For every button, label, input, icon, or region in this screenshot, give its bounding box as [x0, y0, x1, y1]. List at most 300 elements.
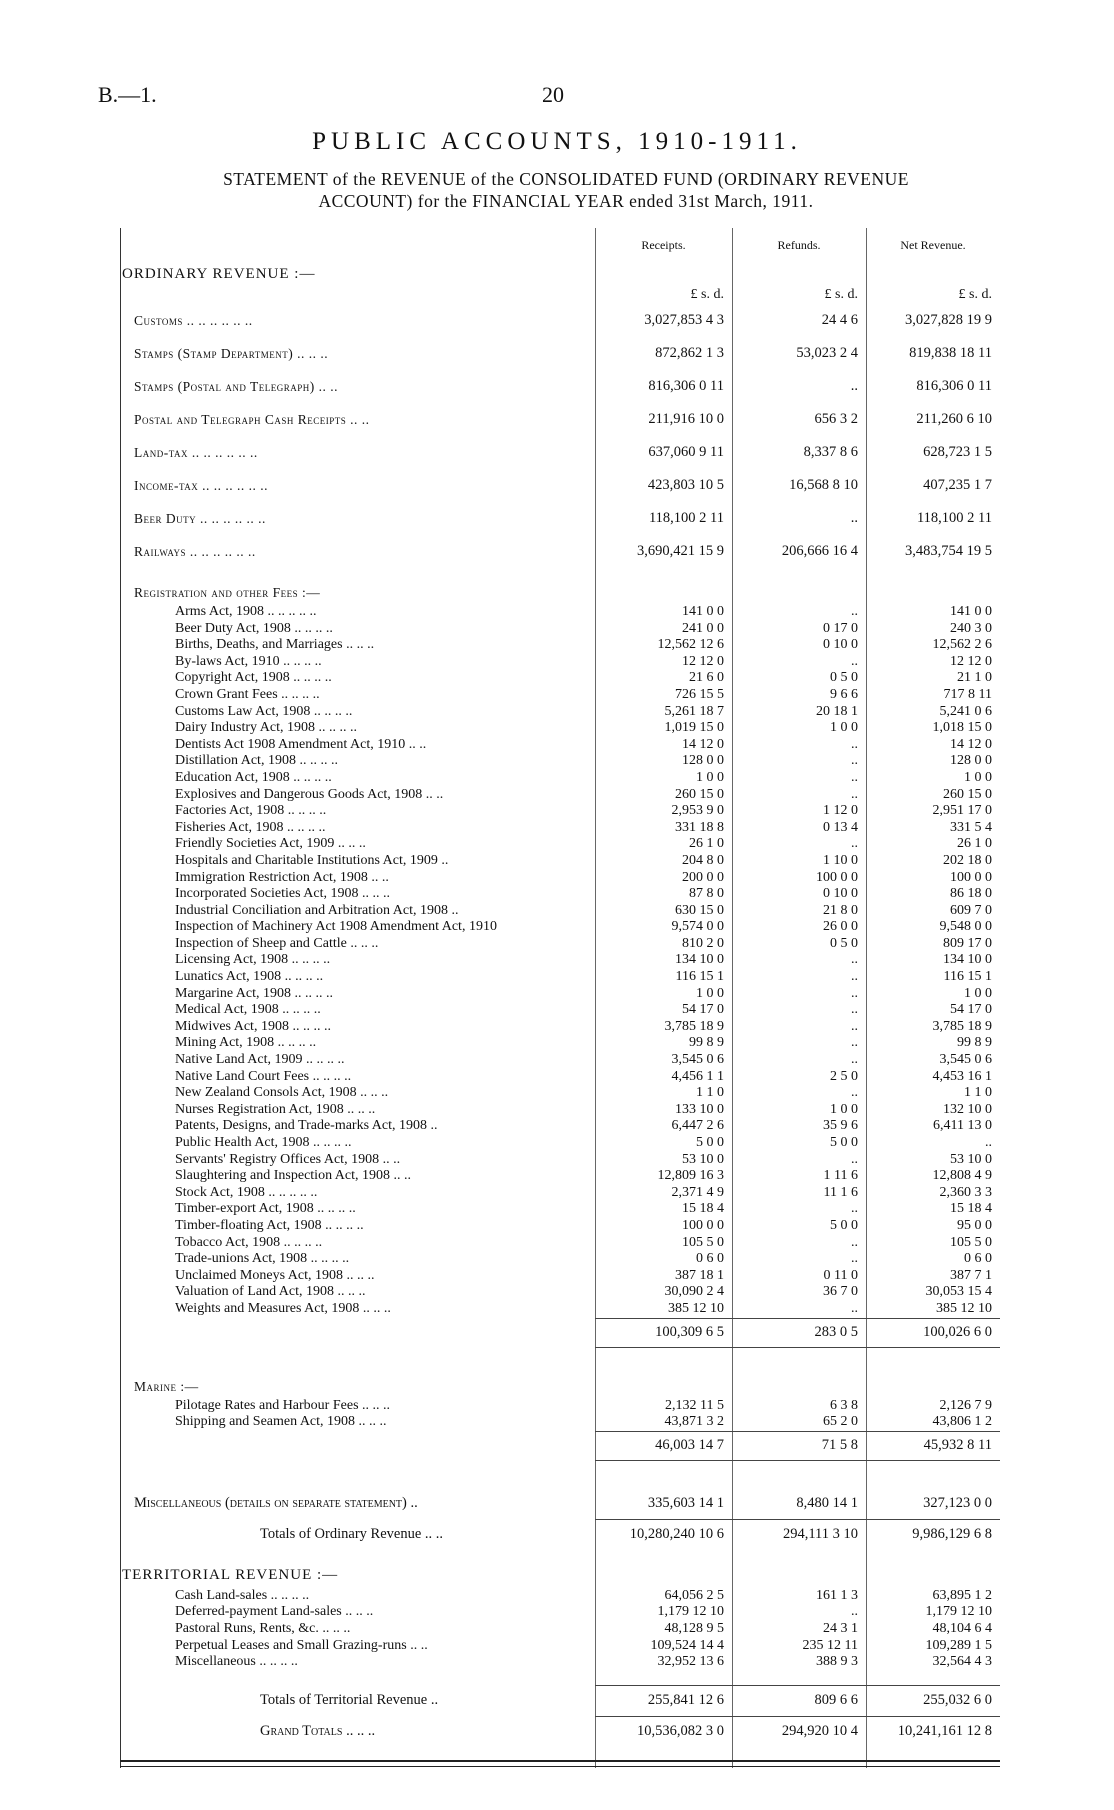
refunds-value: 35 9 6: [823, 1118, 858, 1134]
receipts-value: 99 8 9: [689, 1035, 724, 1051]
receipts-value: 6,447 2 6: [671, 1118, 724, 1134]
fee-row: [120, 604, 1000, 621]
net-revenue-value: 48,104 6 4: [932, 1620, 992, 1636]
receipts-value: 32,952 13 6: [657, 1654, 724, 1670]
subtitle-line-2: ACCOUNT) for the FINANCIAL YEAR ended 31st March, 1911.: [318, 191, 814, 211]
row-label: Pilotage Rates and Harbour Fees .. .. ..: [175, 1397, 391, 1413]
row-label: Miscellaneous .. .. .. ..: [175, 1654, 298, 1670]
net-revenue-value: 141 0 0: [950, 604, 992, 619]
receipts-value: 241 0 0: [682, 620, 724, 636]
receipts-units: £ s. d.: [690, 287, 724, 302]
net-revenue-value: 21 1 0: [957, 670, 992, 686]
refunds-value: ..: [851, 736, 858, 752]
receipts-value: 630 15 0: [675, 902, 724, 918]
net-revenue-value: 5,241 0 6: [939, 703, 992, 719]
ordinary-revenue-row: [120, 436, 1000, 469]
row-label: Grand Totals .. .. ..: [260, 1722, 376, 1739]
receipts-value: 12 12 0: [682, 653, 724, 669]
row-label: Medical Act, 1908 .. .. .. ..: [175, 1002, 321, 1018]
refunds-value: ..: [851, 653, 858, 669]
fee-row: [120, 1185, 1000, 1202]
row-label: Postal and Telegraph Cash Receipts .. ..: [134, 411, 370, 427]
net-revenue-value: 3,027,828 19 9: [905, 312, 992, 328]
row-label: Industrial Conciliation and Arbitration Act, 1908 ..: [175, 902, 459, 918]
receipts-value: 54 17 0: [682, 1002, 724, 1018]
receipts-value: 30,090 2 4: [664, 1284, 724, 1300]
spacer-row: [120, 1475, 1000, 1489]
receipts-header: Receipts.: [641, 237, 686, 252]
net-revenue-value: 816,306 0 11: [916, 378, 992, 394]
refunds-value: ..: [851, 1201, 858, 1217]
receipts-value: 255,841 12 6: [595, 1685, 732, 1716]
receipts-value: 26 1 0: [689, 836, 724, 852]
receipts-value: 141 0 0: [682, 604, 724, 619]
net-revenue-value: 2,951 17 0: [932, 803, 992, 819]
fee-row: [120, 704, 1000, 721]
row-label: Births, Deaths, and Marriages .. .. ..: [175, 637, 375, 653]
net-revenue-value: 211,260 6 10: [916, 411, 992, 427]
refunds-value: 8,480 14 1: [796, 1495, 858, 1512]
row-label: Servants' Registry Offices Act, 1908 .. ..: [175, 1151, 401, 1167]
fee-row: [120, 903, 1000, 920]
refunds-value: 0 10 0: [823, 886, 858, 902]
net-revenue-value: 609 7 0: [950, 902, 992, 918]
fee-row: [120, 820, 1000, 837]
net-revenue-value: 53 10 0: [950, 1151, 992, 1167]
spacer-row: [120, 1362, 1000, 1376]
refunds-value: 1 0 0: [830, 1101, 858, 1117]
receipts-value: 1,179 12 10: [657, 1604, 724, 1620]
refunds-value: 36 7 0: [823, 1284, 858, 1300]
ordinary-revenue-heading: ORDINARY REVENUE :—: [122, 265, 316, 282]
refunds-value: ..: [851, 969, 858, 985]
net-revenue-value: 32,564 4 3: [932, 1654, 992, 1670]
receipts-value: 2,132 11 5: [665, 1397, 724, 1413]
row-label: Explosives and Dangerous Goods Act, 1908 .. ..: [175, 786, 444, 802]
net-revenue-value: 9,548 0 0: [939, 919, 992, 935]
row-label: Marine :—: [134, 1378, 199, 1394]
net-revenue-value: 0 6 0: [964, 1251, 992, 1267]
refunds-value: 235 12 11: [802, 1637, 858, 1653]
net-revenue-value: 100,026 6 0: [866, 1318, 1000, 1347]
net-revenue-value: 9,986,129 6 8: [866, 1519, 1000, 1550]
row-label: New Zealand Consols Act, 1908 .. .. ..: [175, 1085, 389, 1101]
receipts-value: 53 10 0: [682, 1151, 724, 1167]
net-revenue-value: 12,562 2 6: [932, 637, 992, 653]
receipts-value: 3,785 18 9: [664, 1018, 724, 1034]
refunds-value: 65 2 0: [823, 1414, 858, 1430]
net-revenue-value: 327,123 0 0: [923, 1495, 992, 1512]
refunds-value: ..: [851, 769, 858, 785]
ordinary-revenue-row: [120, 337, 1000, 370]
refunds-value: 20 18 1: [816, 703, 858, 719]
refunds-value: ..: [851, 786, 858, 802]
net-revenue-value: 128 0 0: [950, 753, 992, 769]
row-label: Registration and other Fees :—: [134, 585, 321, 600]
spacer-row: [120, 568, 1000, 582]
fee-row: [120, 737, 1000, 754]
fee-row: [120, 853, 1000, 870]
row-label: Mining Act, 1908 .. .. .. ..: [175, 1035, 317, 1051]
net-revenue-value: 2,126 7 9: [939, 1397, 992, 1413]
row-label: Crown Grant Fees .. .. .. ..: [175, 686, 320, 702]
receipts-value: 15 18 4: [682, 1201, 724, 1217]
spacer-row: [120, 1550, 1000, 1564]
row-label: Stamps (Postal and Telegraph) .. ..: [134, 378, 338, 394]
net-revenue-value: 43,806 1 2: [932, 1414, 992, 1430]
net-revenue-value: 118,100 2 11: [916, 510, 992, 526]
fee-row: [120, 870, 1000, 887]
row-label: Factories Act, 1908 .. .. .. ..: [175, 803, 327, 819]
refunds-value: 0 17 0: [823, 620, 858, 636]
net-revenue-value: ..: [985, 1135, 992, 1150]
net-revenue-value: 387 7 1: [950, 1267, 992, 1283]
fee-row: [120, 1118, 1000, 1135]
receipts-value: 43,871 3 2: [664, 1414, 724, 1430]
fee-row: [120, 1035, 1000, 1052]
receipts-value: 46,003 14 7: [595, 1431, 732, 1460]
receipts-value: 204 8 0: [682, 852, 724, 868]
page-number: 20: [542, 82, 564, 107]
spacer-row: [120, 1460, 1000, 1475]
fee-row: [120, 770, 1000, 787]
refunds-value: 0 10 0: [823, 637, 858, 653]
refunds-value: 1 0 0: [830, 720, 858, 736]
grand-totals-row: [120, 1716, 1000, 1747]
receipts-value: 872,862 1 3: [655, 345, 724, 361]
territorial-row: [120, 1654, 1000, 1671]
net-revenue-value: 1 0 0: [964, 985, 992, 1001]
row-label: Native Land Court Fees .. .. .. ..: [175, 1068, 352, 1084]
row-label: Patents, Designs, and Trade-marks Act, 1908 ..: [175, 1118, 438, 1134]
refunds-value: 24 3 1: [823, 1620, 858, 1636]
fee-row: [120, 1069, 1000, 1086]
receipts-value: 1 0 0: [696, 985, 724, 1001]
net-revenue-value: 407,235 1 7: [923, 477, 992, 493]
row-label: Native Land Act, 1909 .. .. .. ..: [175, 1052, 345, 1068]
fee-row: [120, 986, 1000, 1003]
refunds-value: 206,666 16 4: [781, 543, 858, 559]
net-revenue-value: 12,808 4 9: [932, 1168, 992, 1184]
fee-row: [120, 952, 1000, 969]
receipts-value: 335,603 14 1: [647, 1495, 724, 1512]
row-label: Stock Act, 1908 .. .. .. .. ..: [175, 1184, 318, 1200]
marine-row: [120, 1414, 1000, 1431]
net-revenue-value: 260 15 0: [943, 786, 992, 802]
net-revenue-header: Net Revenue.: [900, 237, 966, 252]
bottom-rule: [120, 1760, 1000, 1762]
net-revenue-value: 105 5 0: [950, 1234, 992, 1250]
refunds-value: ..: [851, 1002, 858, 1018]
receipts-value: 118,100 2 11: [648, 510, 724, 526]
receipts-value: 12,809 16 3: [657, 1168, 724, 1184]
fee-row: [120, 1102, 1000, 1119]
fee-row: [120, 1052, 1000, 1069]
fee-row: [120, 969, 1000, 986]
net-revenue-value: 10,241,161 12 8: [866, 1716, 1000, 1747]
receipts-value: 810 2 0: [682, 935, 724, 951]
refunds-value: 0 11 0: [823, 1267, 858, 1283]
receipts-value: 14 12 0: [682, 736, 724, 752]
fee-row: [120, 1085, 1000, 1102]
refunds-value: 283 0 5: [732, 1318, 866, 1347]
receipts-value: 816,306 0 11: [648, 378, 724, 394]
receipts-value: 4,456 1 1: [671, 1068, 724, 1084]
row-label: Timber-export Act, 1908 .. .. .. ..: [175, 1201, 356, 1217]
fee-row: [120, 886, 1000, 903]
net-revenue-value: 255,032 6 0: [866, 1685, 1000, 1716]
refunds-value: 21 8 0: [823, 902, 858, 918]
fee-row: [120, 654, 1000, 671]
net-revenue-value: 15 18 4: [950, 1201, 992, 1217]
refunds-value: ..: [851, 604, 858, 619]
territorial-row: [120, 1621, 1000, 1638]
row-label: Totals of Territorial Revenue ..: [260, 1692, 439, 1709]
receipts-value: 134 10 0: [675, 952, 724, 968]
refunds-value: 16,568 8 10: [789, 477, 858, 493]
ordinary-revenue-row: [120, 370, 1000, 403]
net-revenue-value: 1,018 15 0: [932, 720, 992, 736]
net-revenue-value: 54 17 0: [950, 1002, 992, 1018]
refunds-value: 0 13 4: [823, 819, 858, 835]
row-label: Incorporated Societies Act, 1908 .. .. ..: [175, 886, 391, 902]
receipts-value: 100,309 6 5: [595, 1318, 732, 1347]
net-revenue-value: 331 5 4: [950, 819, 992, 835]
row-label: Friendly Societies Act, 1909 .. .. ..: [175, 836, 366, 852]
net-revenue-value: 86 18 0: [950, 886, 992, 902]
row-label: Education Act, 1908 .. .. .. ..: [175, 769, 332, 785]
receipts-value: 0 6 0: [696, 1251, 724, 1267]
refunds-value: 26 0 0: [823, 919, 858, 935]
units-row: [120, 286, 1000, 304]
refunds-value: 100 0 0: [816, 869, 858, 885]
row-label: Miscellaneous (details on separate statement) ..: [134, 1495, 418, 1512]
refunds-value: 1 12 0: [823, 803, 858, 819]
row-label: Nurses Registration Act, 1908 .. .. ..: [175, 1101, 376, 1117]
refunds-header: Refunds.: [777, 237, 821, 252]
refunds-value: ..: [851, 1234, 858, 1250]
row-label: Pastoral Runs, Rents, &c. .. .. ..: [175, 1620, 351, 1636]
row-label: Midwives Act, 1908 .. .. .. ..: [175, 1018, 331, 1034]
document-title: PUBLIC ACCOUNTS, 1910-1911.: [312, 128, 802, 155]
statement-grid: [120, 228, 1000, 1747]
row-label: Tobacco Act, 1908 .. .. .. ..: [175, 1234, 323, 1250]
fee-row: [120, 687, 1000, 704]
ordinary-revenue-row: [120, 535, 1000, 568]
receipts-value: 5 0 0: [696, 1135, 724, 1150]
row-label: Deferred-payment Land-sales .. .. ..: [175, 1604, 374, 1620]
refunds-value: ..: [851, 985, 858, 1001]
net-revenue-value: 1 0 0: [964, 769, 992, 785]
row-label: Inspection of Sheep and Cattle .. .. ..: [175, 935, 379, 951]
ordinary-totals-row: [120, 1519, 1000, 1550]
receipts-value: 10,536,082 3 0: [595, 1716, 732, 1747]
fee-row: [120, 803, 1000, 820]
fee-row: [120, 919, 1000, 936]
refunds-value: ..: [851, 1052, 858, 1068]
receipts-value: 3,545 0 6: [671, 1052, 724, 1068]
marine-heading-row: [120, 1376, 1000, 1398]
ordinary-revenue-row: [120, 502, 1000, 535]
marine-subtotal-row: [120, 1431, 1000, 1460]
refunds-value: 5 0 0: [830, 1217, 858, 1233]
net-revenue-value: 628,723 1 5: [923, 444, 992, 460]
row-label: Slaughtering and Inspection Act, 1908 .. ..: [175, 1168, 412, 1184]
territorial-row: [120, 1638, 1000, 1655]
revenue-statement-table: [120, 228, 1000, 1768]
refunds-value: ..: [851, 1300, 858, 1316]
net-revenue-value: 3,483,754 19 5: [905, 543, 992, 559]
refunds-value: 53,023 2 4: [796, 345, 858, 361]
receipts-value: 10,280,240 10 6: [595, 1519, 732, 1550]
miscellaneous-row: [120, 1489, 1000, 1520]
row-label: Land-tax .. .. .. .. .. ..: [134, 444, 258, 460]
net-revenue-value: 12 12 0: [950, 653, 992, 669]
statement-body: [120, 262, 1000, 1747]
net-revenue-value: 134 10 0: [943, 952, 992, 968]
fees-heading-row: [120, 582, 1000, 604]
row-label: Lunatics Act, 1908 .. .. .. ..: [175, 969, 324, 985]
marine-row: [120, 1398, 1000, 1415]
net-revenue-value: 2,360 3 3: [939, 1184, 992, 1200]
row-label: Immigration Restriction Act, 1908 .. ..: [175, 869, 389, 885]
net-revenue-value: 717 8 11: [943, 686, 992, 702]
net-revenue-value: 95 0 0: [957, 1217, 992, 1233]
refunds-value: 294,920 10 4: [732, 1716, 866, 1747]
net-units: £ s. d.: [958, 287, 992, 302]
net-revenue-value: 240 3 0: [950, 620, 992, 636]
refunds-value: 1 10 0: [823, 852, 858, 868]
refunds-value: 294,111 3 10: [732, 1519, 866, 1550]
row-label: Trade-unions Act, 1908 .. .. .. ..: [175, 1251, 350, 1267]
fee-row: [120, 1268, 1000, 1285]
net-revenue-value: 6,411 13 0: [933, 1118, 992, 1134]
receipts-value: 1,019 15 0: [664, 720, 724, 736]
fee-row: [120, 621, 1000, 638]
row-label: TERRITORIAL REVENUE :—: [122, 1567, 339, 1584]
fee-row: [120, 753, 1000, 770]
row-label: Inspection of Machinery Act 1908 Amendment Act, 1910: [175, 919, 497, 935]
refunds-value: 24 4 6: [821, 312, 858, 328]
net-revenue-value: 3,545 0 6: [939, 1052, 992, 1068]
net-revenue-value: 109,289 1 5: [925, 1637, 992, 1653]
receipts-value: 211,916 10 0: [648, 411, 724, 427]
net-revenue-value: 819,838 18 11: [909, 345, 992, 361]
spacer-row: [120, 1347, 1000, 1362]
row-label: Margarine Act, 1908 .. .. .. ..: [175, 985, 333, 1001]
refunds-value: 5 0 0: [830, 1135, 858, 1150]
refunds-value: 1 11 6: [823, 1168, 858, 1184]
receipts-value: 637,060 9 11: [648, 444, 724, 460]
ordinary-revenue-row: [120, 403, 1000, 436]
receipts-value: 200 0 0: [682, 869, 724, 885]
refunds-units: £ s. d.: [824, 287, 858, 302]
refunds-value: ..: [851, 1035, 858, 1051]
net-revenue-value: 26 1 0: [957, 836, 992, 852]
receipts-value: 2,371 4 9: [671, 1184, 724, 1200]
receipts-value: 64,056 2 5: [664, 1587, 724, 1603]
row-label: Dentists Act 1908 Amendment Act, 1910 .. ..: [175, 736, 427, 752]
fee-row: [120, 1002, 1000, 1019]
row-label: Hospitals and Charitable Institutions Act, 1909 ..: [175, 852, 449, 868]
receipts-value: 12,562 12 6: [657, 637, 724, 653]
fee-row: [120, 787, 1000, 804]
row-label: Income-tax .. .. .. .. .. ..: [134, 477, 269, 493]
net-revenue-value: 1,179 12 10: [925, 1604, 992, 1620]
territorial-totals-row: [120, 1685, 1000, 1716]
row-label: Public Health Act, 1908 .. .. .. ..: [175, 1135, 352, 1150]
refunds-value: ..: [851, 1018, 858, 1034]
receipts-value: 21 6 0: [689, 670, 724, 686]
fee-row: [120, 1284, 1000, 1301]
receipts-value: 387 18 1: [675, 1267, 724, 1283]
fee-row: [120, 1235, 1000, 1252]
receipts-value: 116 15 1: [675, 969, 724, 985]
net-revenue-value: 45,932 8 11: [866, 1431, 1000, 1460]
net-revenue-value: 809 17 0: [943, 935, 992, 951]
receipts-value: 9,574 0 0: [671, 919, 724, 935]
bottom-rule-double: [120, 1766, 1000, 1767]
row-label: Dairy Industry Act, 1908 .. .. .. ..: [175, 720, 357, 736]
row-label: Weights and Measures Act, 1908 .. .. ..: [175, 1301, 391, 1317]
fee-row: [120, 1135, 1000, 1152]
ordinary-revenue-row: [120, 304, 1000, 337]
row-label: Beer Duty .. .. .. .. .. ..: [134, 510, 266, 526]
fee-row: [120, 637, 1000, 654]
fee-row: [120, 1218, 1000, 1235]
spacer-row: [120, 1671, 1000, 1686]
subtitle-line-1: STATEMENT of the REVENUE of the CONSOLIDATED FUND (ORDINARY REVENUE: [223, 169, 909, 189]
fee-row: [120, 1152, 1000, 1169]
refunds-value: ..: [851, 1251, 858, 1267]
refunds-value: 161 1 3: [816, 1587, 858, 1603]
fee-row: [120, 670, 1000, 687]
row-label: Timber-floating Act, 1908 .. .. .. ..: [175, 1217, 364, 1233]
territorial-row: [120, 1604, 1000, 1621]
receipts-value: 3,027,853 4 3: [644, 312, 724, 328]
refunds-value: 0 5 0: [830, 670, 858, 686]
receipts-value: 385 12 10: [668, 1300, 724, 1316]
refunds-value: ..: [850, 510, 858, 526]
receipts-value: 128 0 0: [682, 753, 724, 769]
document-subtitle: [118, 168, 1014, 212]
receipts-value: 48,128 9 5: [664, 1620, 724, 1636]
refunds-value: ..: [851, 952, 858, 968]
ordinary-heading-row: [120, 262, 1000, 286]
receipts-value: 5,261 18 7: [664, 703, 724, 719]
refunds-value: 809 6 6: [732, 1685, 866, 1716]
refunds-value: ..: [851, 836, 858, 852]
row-label: Customs .. .. .. .. .. ..: [134, 312, 253, 328]
row-label: Railways .. .. .. .. .. ..: [134, 543, 256, 559]
fee-row: [120, 936, 1000, 953]
row-label: Cash Land-sales .. .. .. ..: [175, 1587, 310, 1603]
net-revenue-value: 385 12 10: [936, 1300, 992, 1316]
row-label: Unclaimed Moneys Act, 1908 .. .. ..: [175, 1267, 375, 1283]
page-reference: B.—1.: [98, 82, 157, 107]
refunds-value: ..: [851, 1085, 858, 1101]
net-revenue-value: 132 10 0: [943, 1101, 992, 1117]
receipts-value: 423,803 10 5: [647, 477, 724, 493]
territorial-heading-row: [120, 1564, 1000, 1588]
refunds-value: 2 5 0: [830, 1068, 858, 1084]
net-revenue-value: 116 15 1: [943, 969, 992, 985]
refunds-value: 71 5 8: [732, 1431, 866, 1460]
refunds-value: 656 3 2: [814, 411, 858, 427]
territorial-row: [120, 1588, 1000, 1605]
receipts-value: 331 18 8: [675, 819, 724, 835]
fee-row: [120, 1251, 1000, 1268]
